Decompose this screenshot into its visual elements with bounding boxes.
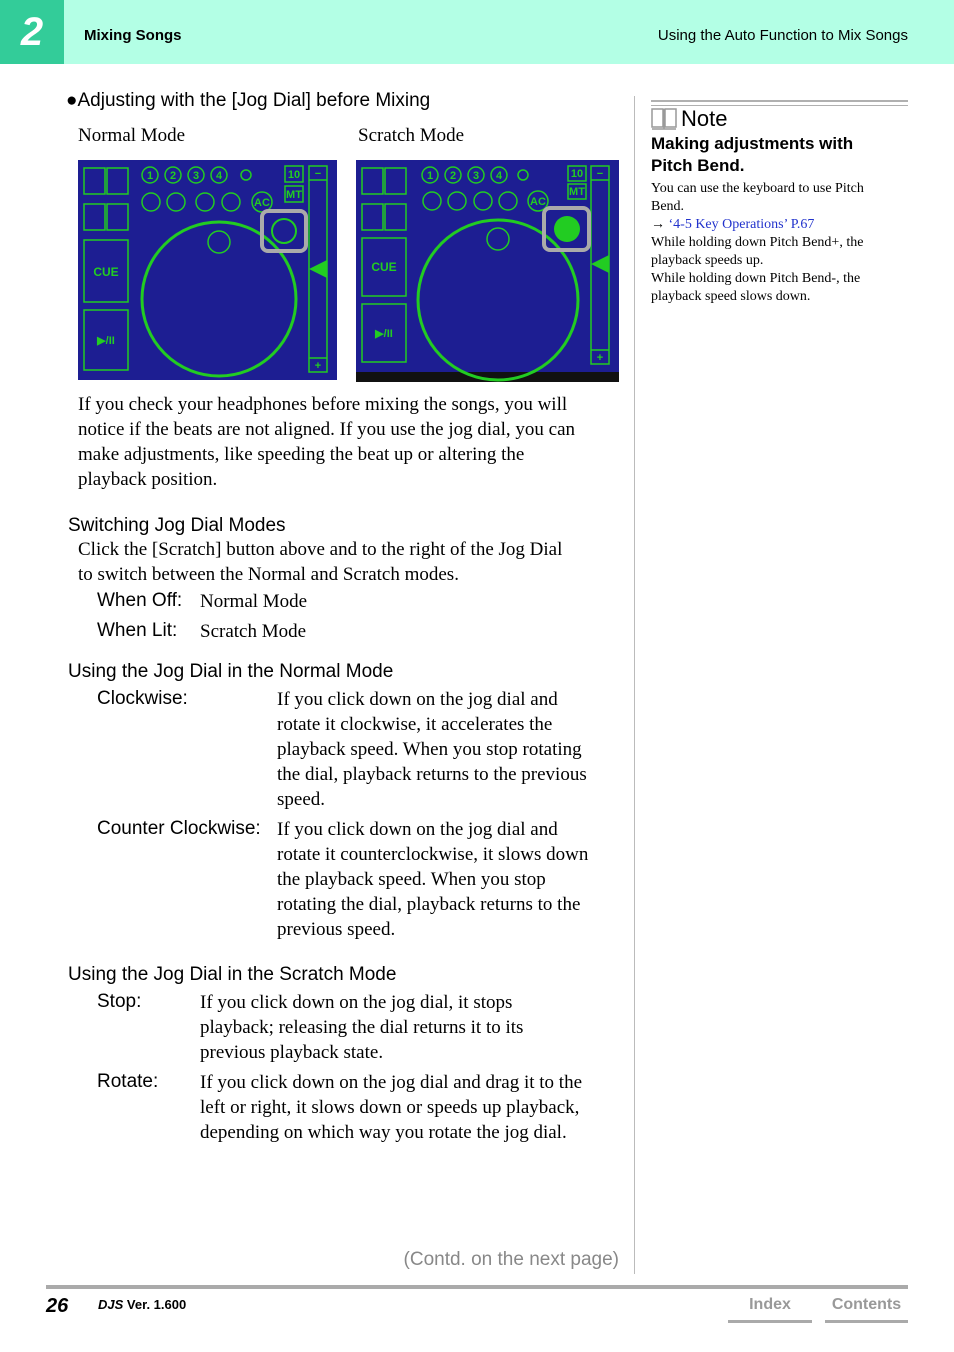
svg-text:2: 2 [449,170,457,182]
note-rule [651,100,908,102]
normal-mode-caption: Normal Mode [78,125,186,146]
chapter-number-box: 2 [0,0,64,64]
svg-text:4: 4 [495,170,503,182]
contents-button[interactable]: Contents [831,1296,902,1313]
index-button[interactable]: Index [749,1296,791,1313]
section-title: Using the Auto Function to Mix Songs [657,27,908,44]
continued-note: (Contd. on the next page) [403,1249,619,1270]
clockwise-label: Clockwise: [97,688,188,709]
svg-text:▶/II: ▶/II [375,328,393,340]
normal-mode-screenshot [78,160,337,380]
scratch-mode-caption: Scratch Mode [358,125,465,146]
when-off-label: When Off: [97,590,183,611]
svg-text:3: 3 [472,170,480,182]
rotate-description: If you click down on the jog dial and drag it to the left or right, it slows down or speeds up playback, depending on which way you rotate the jog dial. [200,1072,583,1143]
bullet-icon: ● [66,90,78,111]
chapter-title: Mixing Songs [84,27,182,44]
when-lit-value: Scratch Mode [200,621,307,642]
normal-mode-heading: Using the Jog Dial in the Normal Mode [68,661,394,682]
svg-text:2: 2 [169,170,177,182]
book-icon [651,107,677,131]
svg-text:AC: AC [254,197,270,209]
when-off-value: Normal Mode [200,591,308,612]
note-header [651,106,727,132]
switching-heading: Switching Jog Dial Modes [68,515,286,536]
svg-text:▶/II: ▶/II [97,335,115,347]
arrow-icon: → [651,217,665,232]
svg-text:MT: MT [569,186,585,198]
page-number: 26 [46,1295,69,1317]
when-lit-label: When Lit: [97,620,178,641]
clockwise-description: If you click down on the jog dial and rotate it clockwise, it accelerates the playback speed. When you stop rotating the dial, playback returns to the previous speed. [277,689,587,810]
svg-text:−: − [314,168,322,180]
svg-text:1: 1 [146,170,154,182]
svg-text:4: 4 [215,170,223,182]
svg-text:1: 1 [426,170,434,182]
page-header [0,0,954,64]
counter-clockwise-label: Counter Clockwise: [97,818,261,839]
main-heading: ●Adjusting with the [Jog Dial] before Mixing [66,90,431,111]
svg-text:MT: MT [286,189,302,201]
scratch-mode-deck [356,160,619,382]
rotate-label: Rotate: [97,1071,159,1092]
note-body: You can use the keyboard to use Pitch Bend. → ‘4-5 Key Operations’ P.67 While holding down Pitch Bend+, the playback speeds up. While holding down Pitch Bend-, the playback speed slows down. [651,181,864,304]
intro-paragraph: If you check your headphones before mixing the songs, you will notice if the beats are not aligned. If you use the jog dial, you can make adjustments, like speeding the beat up or altering the playback position. [78,394,576,490]
scratch-mode-screenshot [356,160,619,382]
contents-button-underline [825,1320,908,1323]
svg-text:CUE: CUE [371,260,397,274]
svg-text:+: + [596,352,604,364]
note-title: Making adjustments with Pitch Bend. [651,134,854,175]
svg-text:+: + [314,360,322,372]
svg-text:AC: AC [530,196,546,208]
footer-rule [46,1285,908,1289]
note-label: Note [681,106,728,131]
svg-text:−: − [596,168,604,180]
svg-text:10: 10 [570,168,584,180]
svg-text:10: 10 [287,169,301,181]
key-operations-link[interactable]: ‘4-5 Key Operations’ P.67 [668,217,815,232]
counter-clockwise-description: If you click down on the jog dial and rotate it counterclockwise, it slows down the playback speed. When you stop rotating the dial, playback returns to the previous speed. [277,819,589,940]
svg-text:CUE: CUE [93,265,119,279]
index-button-underline [728,1320,812,1323]
switching-paragraph: Click the [Scratch] button above and to the right of the Jog Dial to switch between the Normal and Scratch modes. [78,539,563,585]
stop-description: If you click down on the jog dial, it stops playback; releasing the dial returns it to its previous playback state. [200,992,524,1063]
column-divider [634,96,635,1274]
svg-text:3: 3 [192,170,200,182]
version-label: DJS Ver. 1.600 [98,1297,187,1312]
normal-mode-deck [78,160,337,380]
scratch-mode-heading: Using the Jog Dial in the Scratch Mode [68,964,397,985]
stop-label: Stop: [97,991,142,1012]
